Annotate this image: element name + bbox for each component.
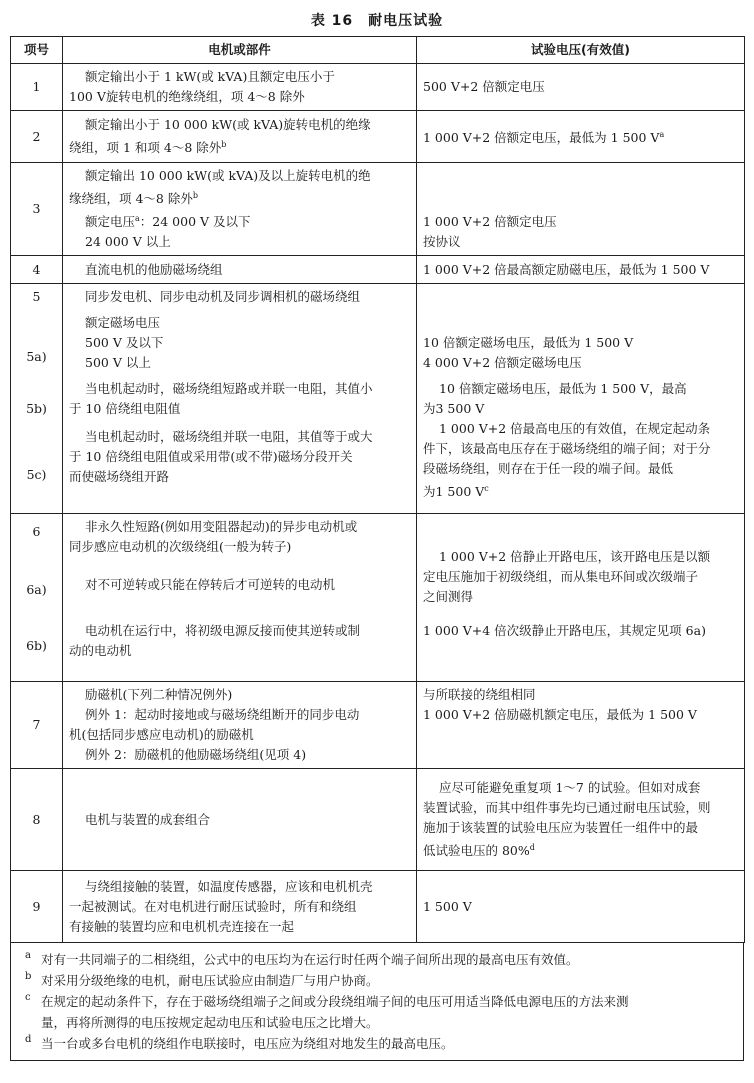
component-line: 电动机在运行中，将初级电源反接而使其逆转或制 — [85, 623, 361, 639]
row-component — [63, 769, 417, 871]
row-number-6: 6 — [32, 524, 41, 540]
row-voltage — [417, 256, 745, 284]
component-line: 额定磁场电压 — [85, 315, 161, 331]
table-row — [11, 111, 745, 163]
voltage-line: 之间测得 — [423, 589, 474, 605]
component-line: 缘绕组，项 4～8 除外 — [69, 191, 193, 207]
component-line: 非永久性短路(例如用变阻器起动)的异步电动机或 — [85, 519, 358, 535]
voltage-line: 4 000 V+2 倍额定磁场电压 — [423, 355, 582, 371]
footnote — [25, 949, 733, 970]
voltage-line: 1 000 V+2 倍最高额定励磁电压，最低为 1 500 V — [423, 261, 710, 277]
header-no: 项号 — [11, 37, 63, 64]
header-component: 电机或部件 — [63, 37, 417, 64]
component-line: 例外 2：励磁机的他励磁场绕组(见项 4) — [85, 747, 307, 763]
table-row — [11, 682, 745, 769]
component-line: 与绕组接触的装置，如温度传感器，应该和电机机壳 — [85, 878, 373, 894]
component-line: 于 10 倍绕组电阻值或采用带(或不带)磁场分段开关 — [69, 449, 353, 465]
component-line: 当电机起动时，磁场绕组并联一电阻，其值等于或大 — [85, 429, 373, 445]
row-voltage — [417, 163, 745, 256]
component-line: 励磁机(下列二种情况例外) — [85, 687, 233, 703]
header-voltage: 试验电压(有效值) — [417, 37, 745, 64]
voltage-line: 低试验电压的 80% — [423, 843, 530, 859]
table-footnotes — [10, 943, 744, 1061]
footnote-mark: c — [25, 992, 31, 1003]
component-line: 绕组，项 1 和项 4～8 除外 — [69, 140, 222, 156]
voltage-line: 1 000 V+2 倍静止开路电压，该开路电压是以额 — [439, 549, 711, 565]
row-component — [63, 514, 417, 682]
table-row — [11, 163, 745, 256]
footnote — [25, 991, 733, 1033]
row-component — [63, 284, 417, 514]
component-line: ：24 000 V 及以下 — [139, 214, 251, 230]
component-line: 例外 1：起动时接地或与磁场绕组断开的同步电动 — [85, 707, 360, 723]
footnote-mark: a — [25, 950, 31, 961]
component-line: 同步感应电动机的次级绕组(一般为转子) — [69, 539, 292, 555]
component-line: 500 V 以上 — [85, 355, 151, 371]
component-line: 而使磁场绕组开路 — [69, 469, 170, 485]
voltage-line: 10 倍额定磁场电压，最低为 1 500 V，最高 — [439, 381, 687, 397]
footnote-text: 在规定的起动条件下，存在于磁场绕组端子之间或分段绕组端子间的电压可用适当降低电源电压的方法来测 — [41, 994, 629, 1009]
voltage-line: 按协议 — [423, 234, 461, 250]
voltage-line: 500 V+2 倍额定电压 — [423, 79, 545, 94]
header-row — [11, 37, 745, 64]
component-line: 额定输出小于 1 kW(或 kVA)且额定电压小于 — [85, 69, 335, 84]
component-line: 动的电动机 — [69, 643, 132, 659]
row-number-5c: 5c) — [26, 467, 47, 483]
footnote-text: 量，再将所测得的电压按规定起动电压和试验电压之比增大。 — [41, 1015, 379, 1030]
row-number-6a: 6a) — [26, 582, 47, 598]
footnote-mark: b — [192, 191, 198, 200]
component-line: 对不可逆转或只能在停转后才可逆转的电动机 — [85, 577, 336, 593]
row-component — [63, 256, 417, 284]
table-row — [11, 871, 745, 943]
footnote-mark: d — [529, 843, 535, 853]
voltage-line: 1 000 V+2 倍最高电压的有效值，在规定起动条 — [439, 421, 711, 437]
row-component — [63, 111, 417, 163]
voltage-line: 1 000 V+4 倍次级静止开路电压，其规定见项 6a) — [423, 623, 706, 639]
voltage-line: 1 000 V+2 倍额定电压 — [423, 214, 557, 230]
row-number: 3 — [11, 163, 63, 256]
row-voltage — [417, 64, 745, 111]
row-number-5b: 5b) — [26, 401, 47, 417]
footnote-text: 当一台或多台电机的绕组作电联接时，电压应为绕组对地发生的最高电压。 — [41, 1036, 454, 1051]
row-voltage — [417, 111, 745, 163]
footnote-mark: c — [484, 484, 489, 494]
row-number: 1 — [11, 64, 63, 111]
table-row — [11, 284, 745, 514]
voltage-line: 应尽可能避免重复项 1～7 的试验。但如对成套 — [439, 780, 701, 796]
component-line: 当电机起动时，磁场绕组短路或并联一电阻，其值小 — [85, 381, 373, 397]
voltage-line: 1 000 V+2 倍励磁机额定电压，最低为 1 500 V — [423, 707, 697, 723]
row-component — [63, 64, 417, 111]
footnote — [25, 1033, 733, 1054]
row-number-6b: 6b) — [26, 638, 47, 654]
row-number-5a: 5a) — [26, 349, 47, 365]
row-number: 4 — [11, 256, 63, 284]
voltage-line: 定电压施加于初级绕组，而从集电环间或次级端子 — [423, 569, 699, 585]
component-line: 额定电压 — [85, 214, 136, 230]
row-component — [63, 871, 417, 943]
row-voltage — [417, 871, 745, 943]
row-component — [63, 163, 417, 256]
component-line: 一起被测试。在对电机进行耐压试验时，所有和绕组 — [69, 898, 357, 914]
voltage-line: 段磁场绕组，则存在于任一段的端子间。最低 — [423, 461, 674, 477]
component-line: 24 000 V 以上 — [85, 234, 171, 250]
voltage-line: 为3 500 V — [423, 401, 485, 417]
row-voltage — [417, 769, 745, 871]
component-line: 有接触的装置均应和电机机壳连接在一起 — [69, 918, 295, 934]
row-voltage — [417, 284, 745, 514]
row-number: 2 — [11, 111, 63, 163]
voltage-line: 1 000 V+2 倍额定电压，最低为 1 500 V — [423, 130, 660, 146]
voltage-line: 10 倍额定磁场电压，最低为 1 500 V — [423, 335, 634, 351]
row-number-5: 5 — [32, 289, 41, 305]
row-number — [11, 284, 63, 514]
footnote — [25, 970, 733, 991]
footnote-text: 对有一共同端子的二相绕组，公式中的电压均为在运行时任两个端子间所出现的最高电压有效值。 — [41, 952, 579, 967]
component-line: 500 V 及以下 — [85, 335, 164, 351]
footnote-mark: d — [25, 1034, 32, 1045]
footnote-mark: a — [135, 214, 140, 224]
row-voltage — [417, 514, 745, 682]
component-line: 直流电机的他励磁场绕组 — [85, 261, 223, 277]
table-row — [11, 514, 745, 682]
row-number: 8 — [11, 769, 63, 871]
component-line: 100 V旋转电机的绝缘绕组，项 4～8 除外 — [69, 89, 305, 104]
footnote-text: 对采用分级绝缘的电机，耐电压试验应由制造厂与用户协商。 — [41, 973, 379, 988]
component-line: 于 10 倍绕组电阻值 — [69, 401, 181, 417]
voltage-line: 为1 500 V — [423, 484, 485, 500]
footnote-mark: b — [25, 971, 32, 982]
row-component — [63, 682, 417, 769]
table-title: 表 16 耐电压试验 — [310, 13, 444, 29]
row-voltage — [417, 682, 745, 769]
footnote-mark: a — [659, 129, 665, 139]
component-line: 额定输出小于 10 000 kW(或 kVA)旋转电机的绝缘 — [85, 116, 371, 132]
footnote-mark: b — [221, 139, 227, 149]
voltage-line: 与所联接的绕组相同 — [423, 687, 536, 703]
withstand-voltage-table — [10, 36, 745, 943]
row-number — [11, 514, 63, 682]
row-number: 9 — [11, 871, 63, 943]
component-line: 电机与装置的成套组合 — [85, 811, 211, 827]
component-line: 额定输出 10 000 kW(或 kVA)及以上旋转电机的绝 — [85, 168, 371, 183]
voltage-line: 1 500 V — [423, 898, 472, 914]
row-number: 7 — [11, 682, 63, 769]
voltage-line: 装置试验，而其中组件事先均已通过耐电压试验，则 — [423, 800, 711, 816]
voltage-line: 施加于该装置的试验电压应为装置任一组件中的最 — [423, 820, 699, 836]
table-row — [11, 64, 745, 111]
table-row — [11, 769, 745, 871]
component-line: 机(包括同步感应电动机)的励磁机 — [69, 727, 254, 743]
table-row — [11, 256, 745, 284]
component-line: 同步发电机、同步电动机及同步调相机的磁场绕组 — [85, 289, 361, 305]
voltage-line: 件下，该最高电压存在于磁场绕组的端子间；对于分 — [423, 441, 711, 457]
